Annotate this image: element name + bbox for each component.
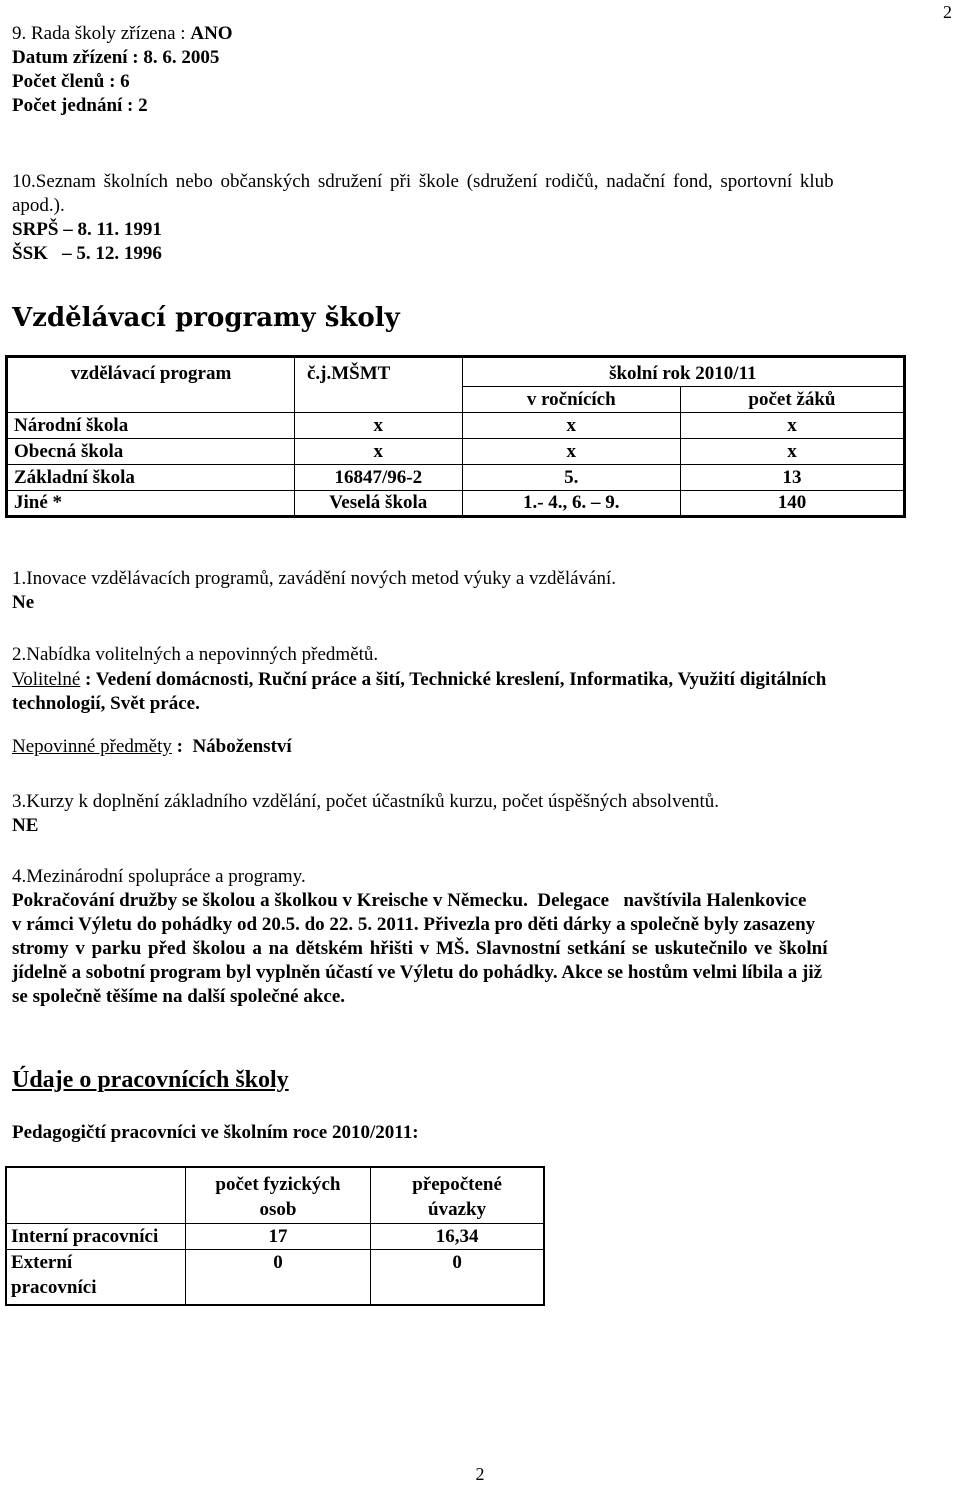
- seznam-ssk: ŠSK – 5. 12. 1996: [12, 243, 162, 264]
- nabidka-volitelne-line2: technologií, Svět práce.: [12, 693, 200, 714]
- mezinarodni-p2: v rámci Výletu do pohádky od 20.5. do 22. 5. 2011. Přivezla pro děti dárky a společně byly zasazeny: [12, 914, 816, 935]
- programs-subheader-pocet-zaku: počet žáků: [680, 387, 904, 413]
- staff-table: [5, 1166, 545, 1306]
- kurzy-section: [12, 790, 956, 838]
- table-row: Obecná škola x x x: [7, 439, 905, 465]
- rada-zrizena: 9. Rada školy zřízena : ANO: [12, 23, 233, 44]
- mezinarodni-p1: Pokračování družby se školou a školkou v Kreische v Německu. Delegace navštívila Halenkovice: [12, 890, 807, 911]
- programs-table: [5, 355, 906, 518]
- programs-subheader-row: [7, 387, 905, 413]
- mezinarodni-p5: se společně těšíme na další společné akce.: [12, 986, 346, 1007]
- programs-subheader-rocnicich: v ročnících: [462, 387, 680, 413]
- programs-header-cj: č.j.MŠMT: [294, 357, 462, 387]
- programs-subheader-empty2: [294, 387, 462, 413]
- programs-header-rok: školní rok 2010/11: [462, 357, 904, 387]
- pracovnici-subheading: Pedagogičtí pracovníci ve školním roce 2010/2011:: [12, 1122, 419, 1143]
- seznam-title-line2: apod.).: [12, 195, 65, 216]
- inovace-title: 1.Inovace vzdělávacích programů, zavádění nových metod výuky a vzdělávání.: [12, 568, 617, 589]
- kurzy-answer: NE: [12, 815, 39, 836]
- programs-header-row: [7, 357, 905, 387]
- nabidka-section: [12, 643, 956, 759]
- programs-heading: Vzdělávací programy školy: [12, 303, 400, 333]
- table-row: Národní škola x x x: [7, 413, 905, 439]
- seznam-srps: SRPŠ – 8. 11. 1991: [12, 219, 162, 240]
- rada-skoly-section: [12, 22, 956, 118]
- kurzy-title: 3.Kurzy k doplnění základního vzdělání, počet účastníků kurzu, počet úspěšných absolventů.: [12, 791, 720, 812]
- inovace-answer: Ne: [12, 592, 35, 613]
- table-row: Základní škola 16847/96-2 5. 13: [7, 465, 905, 491]
- mezinarodni-section: [12, 865, 956, 1009]
- page-number-top: 2: [943, 2, 952, 22]
- nabidka-nepovinne: Nepovinné předměty : Náboženství: [12, 736, 292, 757]
- staff-header-row: [6, 1167, 544, 1223]
- staff-header-osob: počet fyzických osob: [185, 1167, 371, 1223]
- rada-pocet-clenu: Počet členů : 6: [12, 71, 130, 92]
- rada-pocet-jednani: Počet jednání : 2: [12, 95, 148, 116]
- rada-datum: Datum zřízení : 8. 6. 2005: [12, 47, 220, 68]
- programs-subheader-empty1: [7, 387, 295, 413]
- mezinarodni-title: 4.Mezinárodní spolupráce a programy.: [12, 866, 306, 887]
- table-row: Externí pracovníci 0 0: [6, 1249, 544, 1305]
- table-row: Interní pracovníci 17 16,34: [6, 1223, 544, 1249]
- table-row: Jiné * Veselá škola 1.- 4., 6. – 9. 140: [7, 491, 905, 517]
- nabidka-volitelne-line1: Volitelné : Vedení domácnosti, Ruční práce a šití, Technické kreslení, Informatika, Využití digitálních: [12, 669, 827, 690]
- page-number-bottom: 2: [475, 1464, 485, 1484]
- nabidka-title: 2.Nabídka volitelných a nepovinných předmětů.: [12, 644, 379, 665]
- mezinarodni-p4: jídelně a sobotní program byl vyplněn účastí ve Výletu do pohádky. Akce se hostům velmi líbila a již: [12, 962, 823, 983]
- staff-header-uvazky: přepočtené úvazky: [371, 1167, 544, 1223]
- inovace-section: [12, 567, 956, 615]
- seznam-title-line1: 10.Seznam školních nebo občanských sdružení při škole (sdružení rodičů, nadační fond, sportovní klub: [12, 171, 834, 192]
- pracovnici-heading: Údaje o pracovnících školy: [12, 1067, 289, 1093]
- seznam-sdruzeni-section: [12, 170, 956, 266]
- programs-header-program: vzdělávací program: [70, 363, 232, 385]
- staff-header-empty: [6, 1167, 185, 1223]
- mezinarodni-p3: stromy v parku před školou a na dětském hřišti v MŠ. Slavnostní setkání se uskutečnilo ve školní: [12, 938, 828, 959]
